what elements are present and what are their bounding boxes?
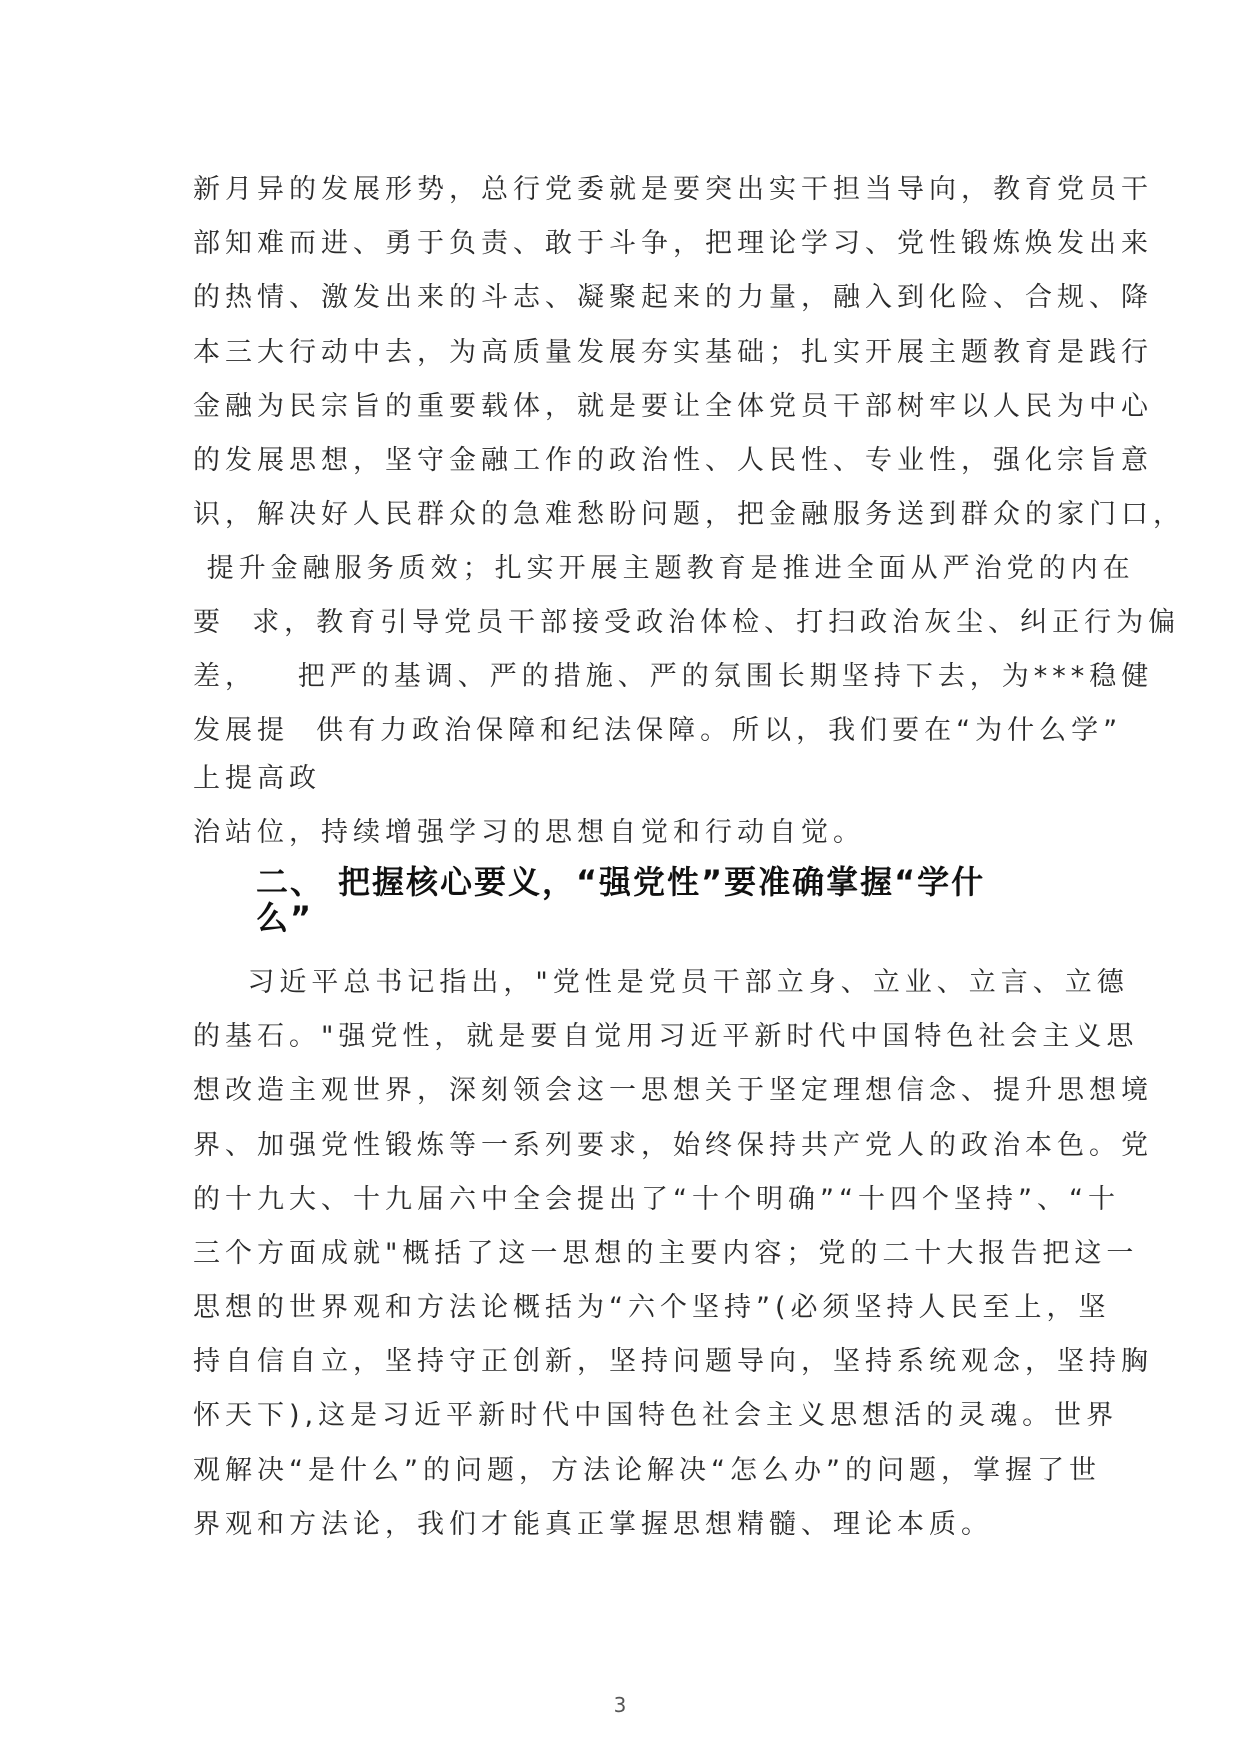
text-line: 部知难而进、勇于负责、敢于斗争，把理论学习、党性锻炼焕发出来	[193, 228, 1153, 259]
text-line: 界、加强党性锻炼等一系列要求，始终保持共产党人的政治本色。党	[193, 1130, 1153, 1161]
text-line: 差， 把严的基调、严的措施、严的氛围长期坚持下去，为***稳健	[193, 661, 1154, 692]
text-line: 界观和方法论，我们才能真正掌握思想精髓、理论本质。	[193, 1509, 993, 1540]
text-line: 新月异的发展形势，总行党委就是要突出实干担当导向，教育党员干	[193, 174, 1153, 205]
section-heading	[256, 864, 1076, 936]
heading-line-2: 么”	[256, 899, 314, 937]
text-line: 要 求，教育引导党员干部接受政治体检、打扫政治灰尘、纠正行为偏	[193, 607, 1181, 638]
text-line: 本三大行动中去，为高质量发展夯实基础；扎实开展主题教育是践行	[193, 337, 1153, 368]
text-line: 上提高政	[193, 763, 321, 794]
text-line: 发展提 供有力政治保障和纪法保障。所以，我们要在“为什么学”	[193, 715, 1123, 746]
text-line: 想改造主观世界，深刻领会这一思想关于坚定理想信念、提升思想境	[193, 1075, 1153, 1106]
heading-line-1	[256, 864, 1076, 900]
text-line: 金融为民宗旨的重要载体，就是要让全体党员干部树牢以人民为中心	[193, 391, 1153, 422]
text-line: 识，解决好人民群众的急难愁盼问题，把金融服务送到群众的家门口，	[193, 499, 1185, 530]
text-line: 的热情、激发出来的斗志、凝聚起来的力量，融入到化险、合规、降	[193, 282, 1153, 313]
page-number: 3	[613, 1693, 627, 1717]
text-line: 三个方面成就"概括了这一思想的主要内容；党的二十大报告把这一	[193, 1238, 1139, 1269]
text-line: 持自信自立，坚持守正创新，坚持问题导向，坚持系统观念，坚持胸	[193, 1346, 1153, 1377]
text-line: 提升金融服务质效；扎实开展主题教育是推进全面从严治党的内在	[193, 553, 1135, 584]
text-line: 怀天下),这是习近平新时代中国特色社会主义思想活的灵魂。世界	[193, 1400, 1119, 1431]
text-line: 治站位，持续增强学习的思想自觉和行动自觉。	[193, 817, 865, 848]
heading-number: 二、	[256, 863, 325, 901]
text-line: 观解决“是什么”的问题，方法论解决“怎么办”的问题，掌握了世	[193, 1455, 1101, 1486]
text-line: 的基石。"强党性，就是要自觉用习近平新时代中国特色社会主义思	[193, 1021, 1139, 1052]
heading-text: 把握核心要义，“强党性”要准确掌握“学什	[338, 863, 986, 901]
text-line: 习近平总书记指出，"党性是党员干部立身、立业、立言、立德	[193, 967, 1129, 998]
text-line: 思想的世界观和方法论概括为“六个坚持”(必须坚持人民至上，坚	[193, 1292, 1111, 1323]
text-line: 的发展思想，坚守金融工作的政治性、人民性、专业性，强化宗旨意	[193, 445, 1153, 476]
text-line: 的十九大、十九届六中全会提出了“十个明确”“十四个坚持”、“十	[193, 1184, 1120, 1215]
